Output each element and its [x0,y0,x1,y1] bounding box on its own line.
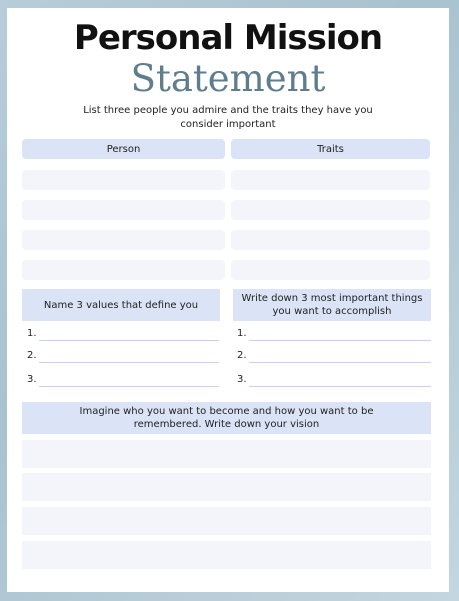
person-row-2-cell[interactable] [22,200,225,220]
person-column-header: Person [22,139,225,159]
traits-column-header: Traits [231,139,430,159]
accomplish-line-1[interactable] [237,328,431,341]
traits-row-4-cell[interactable] [231,260,430,280]
value-number: 2. [27,350,37,361]
instruction-text: List three people you admire and the traits they have you consider important [83,105,373,130]
vision-row-1[interactable] [22,440,431,468]
vision-row-2[interactable] [22,473,431,501]
traits-row-1-cell[interactable] [231,170,430,190]
accomplish-number: 2. [237,350,247,361]
vision-row-4[interactable] [22,541,431,569]
vision-row-3[interactable] [22,507,431,535]
value-line-2[interactable] [27,350,219,363]
value-number: 1. [27,328,37,339]
title-line-2: Statement [130,57,326,100]
accomplish-number: 3. [237,374,247,385]
accomplish-number: 1. [237,328,247,339]
value-line-1[interactable] [27,328,219,341]
person-row-1-cell[interactable] [22,170,225,190]
value-number: 3. [27,374,37,385]
title-line-1: Personal Mission [73,18,383,58]
traits-row-2-cell[interactable] [231,200,430,220]
accomplish-line-2[interactable] [237,350,431,363]
values-header: Name 3 values that define you [22,289,220,321]
value-line-3[interactable] [27,374,219,387]
accomplish-line-3[interactable] [237,374,431,387]
vision-header: Imagine who you want to become and how you want to be remembered. Write down your vision [22,402,431,434]
person-row-3-cell[interactable] [22,230,225,250]
person-row-4-cell[interactable] [22,260,225,280]
traits-row-3-cell[interactable] [231,230,430,250]
worksheet-page [7,8,449,592]
accomplish-header: Write down 3 most important things you want to accomplish [233,289,431,321]
